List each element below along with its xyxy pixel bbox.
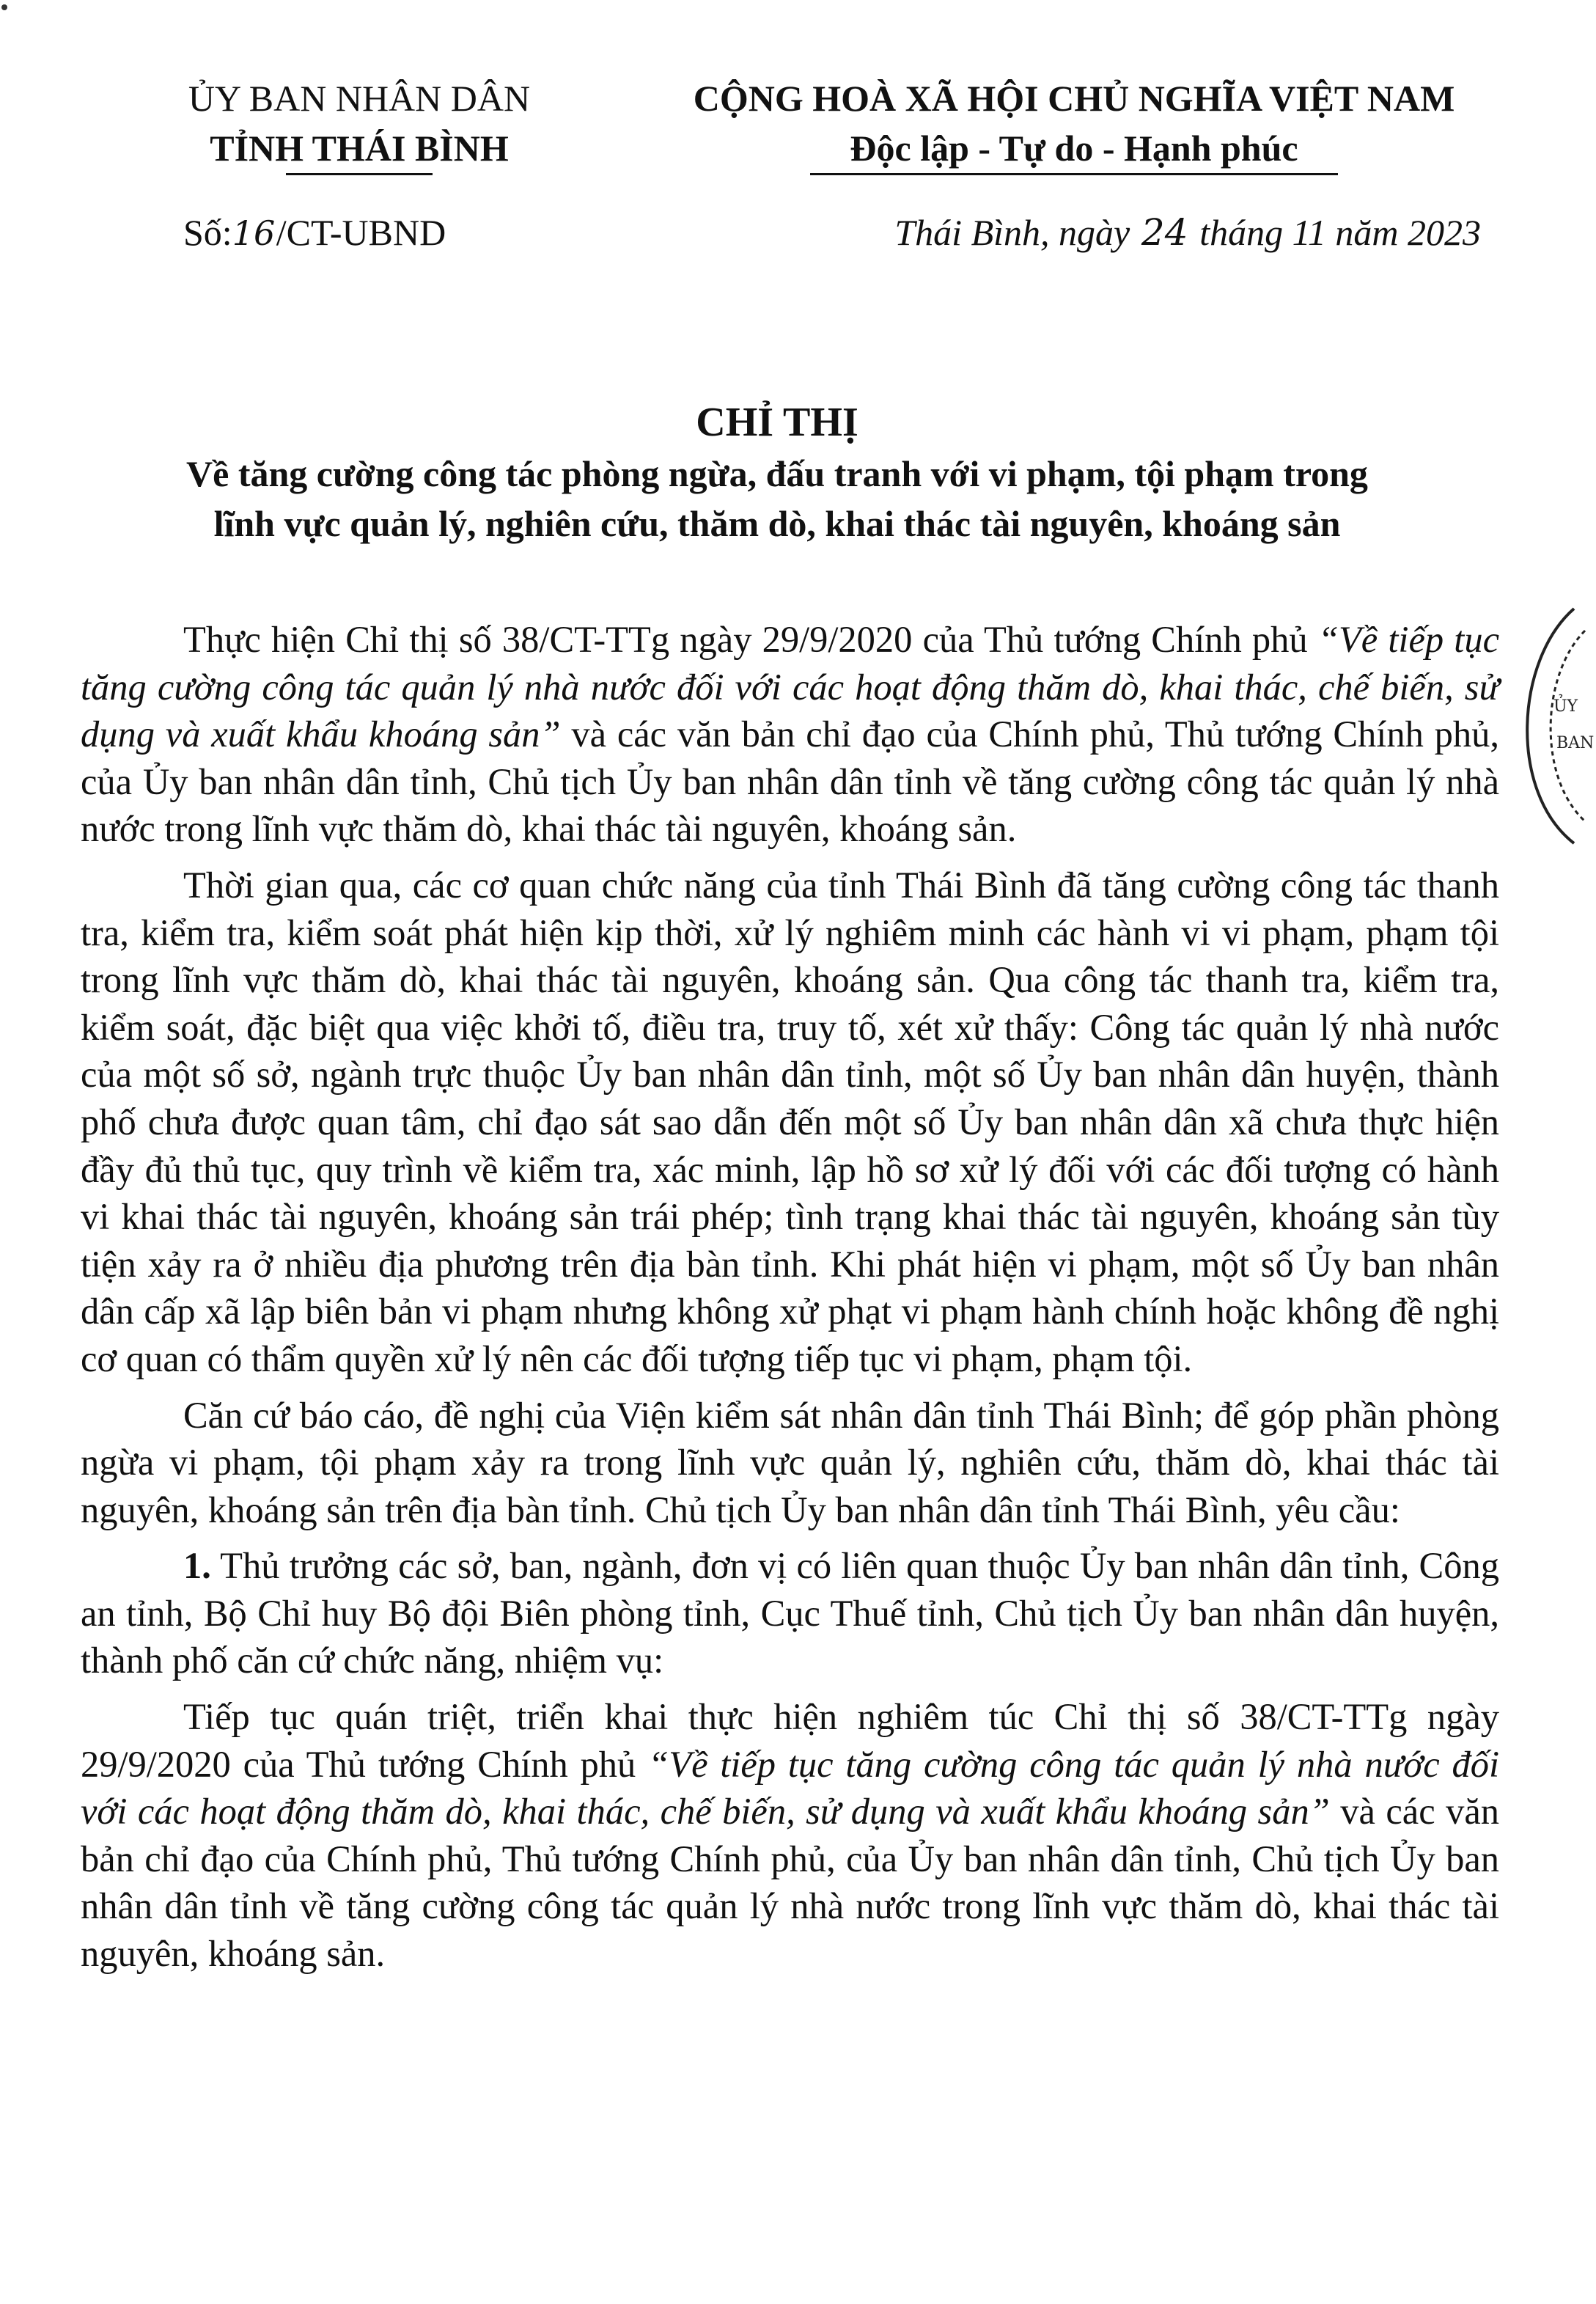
nation-name: CỘNG HOÀ XÃ HỘI CHỦ NGHĨA VIỆT NAM <box>693 78 1455 119</box>
date-prefix: Thái Bình, ngày <box>894 212 1130 253</box>
p1-text-b: và các văn bản chỉ đạo của Chính phủ, Thủ tướng Chính phủ, của Ủy ban nhân dân tỉnh, Chủ tịch Ủy ban nhân dân tỉnh về tăng cường công tác quản lý nhà nước trong lĩnh vực thăm dò, khai thác tài nguyên, khoáng sản. <box>81 713 1499 850</box>
p1-text-a: Thực hiện Chỉ thị số 38/CT-TTg ngày 29/9/2020 của Thủ tướng Chính phủ <box>183 619 1318 660</box>
org-underline <box>286 173 433 175</box>
document-number <box>154 208 565 258</box>
doc-number-suffix: /CT-UBND <box>276 212 446 253</box>
place-and-date <box>660 208 1488 257</box>
motto-underline <box>810 173 1338 175</box>
org-name-line1: ỦY BAN NHÂN DÂN <box>188 78 531 119</box>
scan-mark <box>1 4 7 10</box>
org-name-line2: TỈNH THÁI BÌNH <box>210 128 509 169</box>
svg-text:BAN: BAN <box>1556 734 1595 752</box>
national-motto: Độc lập - Tự do - Hạnh phúc <box>850 128 1298 169</box>
document-type: CHỈ THỊ <box>696 400 858 445</box>
p5-text-a: Tiếp tục quán triệt, triển khai thực hiện nghiêm túc Chỉ thị số 38/CT-TTg ngày 29/9/2020 của Thủ tướng Chính phủ <box>81 1696 1499 1785</box>
document-title-block <box>73 396 1481 549</box>
subject-line-2: lĩnh vực quản lý, nghiên cứu, thăm dò, khai thác tài nguyên, khoáng sản <box>213 503 1341 544</box>
issuing-authority-block <box>154 73 565 258</box>
paragraph-3: Căn cứ báo cáo, đề nghị của Viện kiểm sát nhân dân tỉnh Thái Bình; để góp phần phòng ngừa vi phạm, tội phạm xảy ra trong lĩnh vực quản lý, nghiên cứu, thăm dò, khai thác tài nguyên, khoáng sản trên địa bàn tỉnh. Chủ tịch Ủy ban nhân dân tỉnh Thái Bình, yêu cầu: <box>81 1394 1499 1530</box>
paragraph-4 <box>81 1542 1499 1684</box>
date-suffix: tháng 11 năm 2023 <box>1199 212 1481 253</box>
paragraph-1 <box>81 616 1499 853</box>
p1-quoted-title: “Về tiếp tục tăng cường công tác quản lý nhà nước đối với các hoạt động thăm dò, khai thác, chế biến, sử dụng và xuất khẩu khoáng sản” <box>81 619 1499 755</box>
paragraph-5 <box>81 1693 1499 1978</box>
document-body <box>81 616 1499 1986</box>
subject-line-1: Về tăng cường công tác phòng ngừa, đấu tranh với vi phạm, tội phạm trong <box>186 453 1368 494</box>
date-day-handwritten: 24 <box>1141 211 1188 254</box>
svg-text:ỦY: ỦY <box>1553 697 1578 716</box>
p4-text: Thủ trưởng các sở, ban, ngành, đơn vị có liên quan thuộc Ủy ban nhân dân tỉnh, Công an tỉnh, Bộ Chỉ huy Bộ đội Biên phòng tỉnh, Cục Thuế tỉnh, Chủ tịch Ủy ban nhân dân huyện, thành phố căn cứ chức năng, nhiệm vụ: <box>81 1545 1499 1681</box>
doc-number-prefix: Số: <box>183 212 232 253</box>
paragraph-2: Thời gian qua, các cơ quan chức năng của tỉnh Thái Bình đã tăng cường công tác thanh tra, kiểm tra, kiểm soát phát hiện kịp thời, xử lý nghiêm minh các hành vi vi phạm, phạm tội trong lĩnh vực thăm dò, khai thác tài nguyên, khoáng sản. Qua công tác thanh tra, kiểm tra, kiểm soát, đặc biệt qua việc khởi tố, điều tra, truy tố, xét xử thấy: Công tác quản lý nhà nước của một số sở, ngành trực thuộc Ủy ban nhân dân tỉnh, một số Ủy ban nhân dân huyện, thành phố chưa được quan tâm, chỉ đạo sát sao dẫn đến một số Ủy ban nhân dân xã chưa thực hiện đầy đủ thủ tục, quy trình về kiểm tra, xác minh, lập hồ sơ xử lý đối với các đối tượng có hành vi khai thác tài nguyên, khoáng sản trái phép; tình trạng khai thác tài nguyên, khoáng sản tùy tiện xảy ra ở nhiều địa phương trên địa bàn tỉnh. Khi phát hiện vi phạm, một số Ủy ban nhân dân cấp xã lập biên bản vi phạm nhưng không xử phạt vi phạm hành chính hoặc không đề nghị cơ quan có thẩm quyền xử lý nên các đối tượng tiếp tục vi phạm, phạm tội. <box>81 864 1499 1379</box>
item-number: 1. <box>183 1545 211 1587</box>
p5-text-b: và các văn bản chỉ đạo của Chính phủ, Thủ tướng Chính phủ, của Ủy ban nhân dân tỉnh, Chủ tịch Ủy ban nhân dân tỉnh về tăng cường công tác quản lý nhà nước trong lĩnh vực thăm dò, khai thác tài nguyên, khoáng sản. <box>81 1791 1499 1975</box>
seal-fragment-icon <box>1486 601 1596 851</box>
national-header-block <box>660 73 1488 257</box>
p5-quoted-title: “Về tiếp tục tăng cường công tác quản lý nhà nước đối với các hoạt động thăm dò, khai thác, chế biến, sử dụng và xuất khẩu khoáng sản” <box>81 1743 1499 1832</box>
doc-number-handwritten: 16 <box>232 213 276 253</box>
